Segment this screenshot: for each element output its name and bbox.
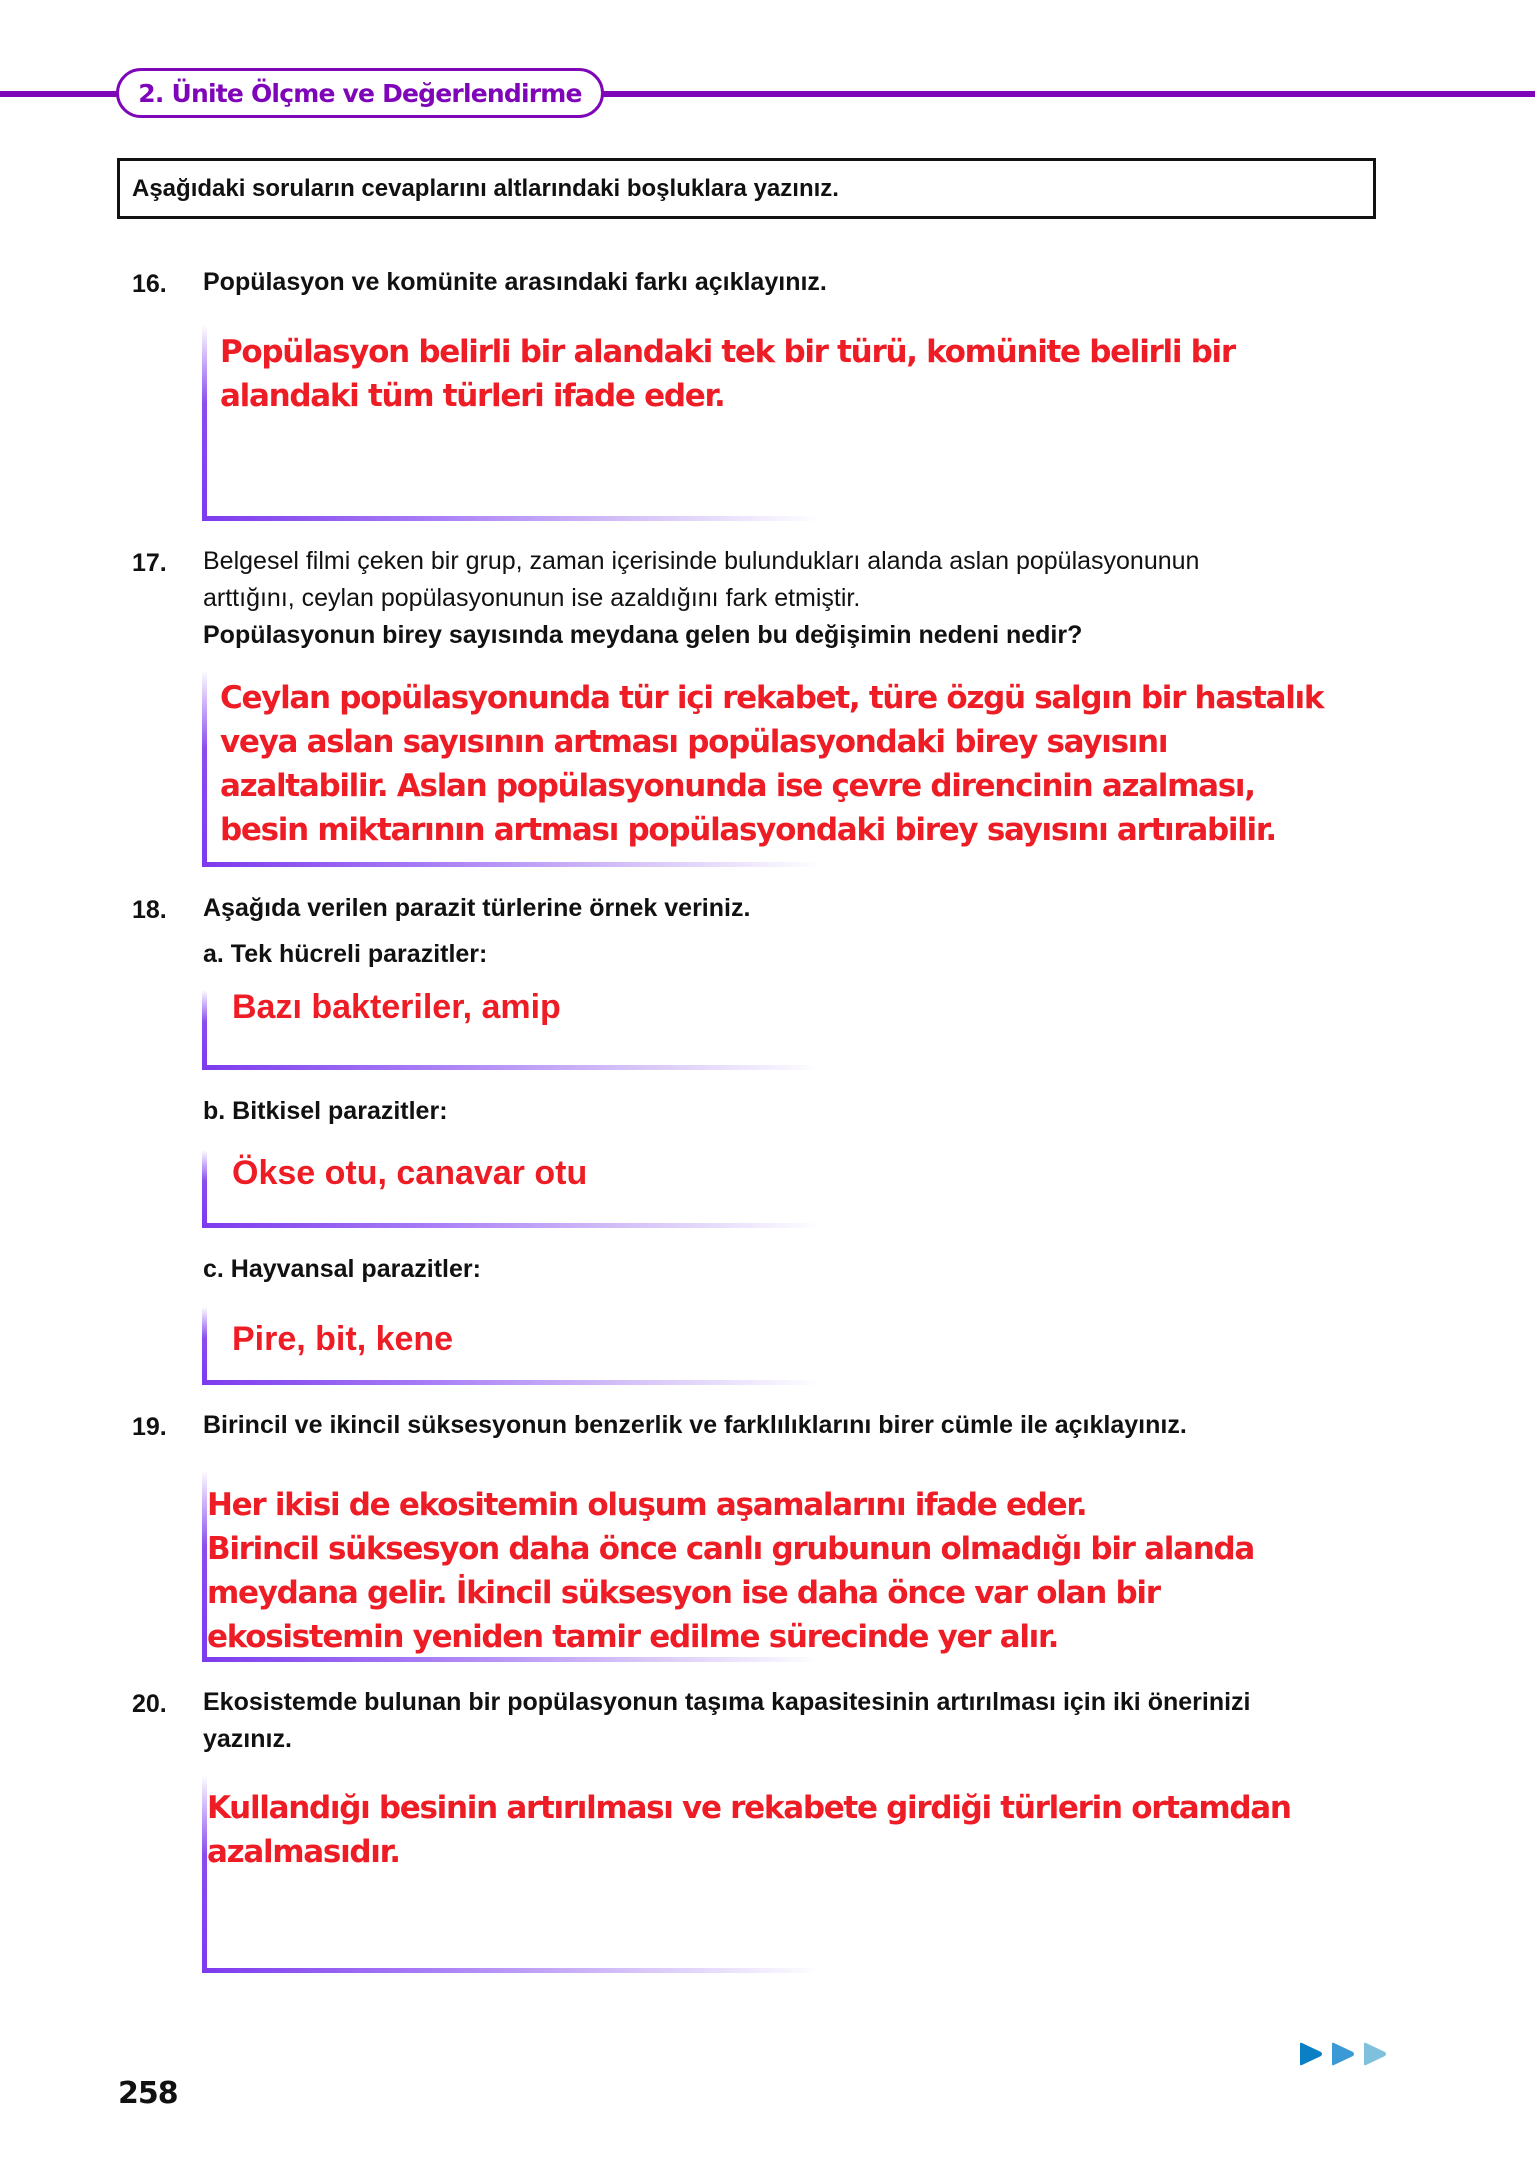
- question-number: 16.: [132, 270, 167, 298]
- header-rule-right: [600, 91, 1535, 97]
- unit-title: 2. Ünite Ölçme ve Değerlendirme: [138, 78, 582, 108]
- play-arrow-medium-icon: [1329, 2041, 1356, 2067]
- question-text: Aşağıda verilen parazit türlerine örnek veriniz.: [203, 894, 751, 922]
- question-text: Birincil ve ikincil süksesyonun benzerlik ve farklılıklarını birer cümle ile açıklayınız.: [203, 1411, 1187, 1439]
- question-number: 20.: [132, 1690, 167, 1718]
- answer-text: Kullandığı besinin artırılması ve rekabete girdiği türlerin ortamdan azalmasıdır.: [207, 1790, 1291, 1870]
- answer-part-a: Bazı bakteriler, amip: [232, 988, 561, 1026]
- next-page-arrows: [1297, 2041, 1388, 2067]
- page-number: 258: [118, 2076, 178, 2111]
- answer-text: Popülasyon belirli bir alandaki tek bir türü, komünite belirli bir alandaki tüm türleri ifade eder.: [220, 334, 1235, 414]
- answer-part-b: Ökse otu, canavar otu: [232, 1154, 588, 1192]
- part-b-label: b. Bitkisel parazitler:: [203, 1097, 448, 1125]
- question-number: 18.: [132, 896, 167, 924]
- question-text: Popülasyon ve komünite arasındaki farkı açıklayınız.: [203, 268, 827, 296]
- instructions-box: [117, 158, 1376, 219]
- part-a-label: a. Tek hücreli parazitler:: [203, 940, 488, 968]
- header-rule-left: [0, 91, 120, 97]
- question-text: Belgesel filmi çeken bir grup, zaman içerisinde bulundukları alanda aslan popülasyonunun arttığını, ceylan popülasyonunun ise azaldığını fark etmiştir. Popülasyonun birey sayısında meydana gelen bu değişimin nedeni nedir?: [203, 547, 1200, 649]
- answer-text: Ceylan popülasyonunda tür içi rekabet, türe özgü salgın bir hastalık veya aslan sayısının artması popülasyondaki birey sayısını azaltabilir. Aslan popülasyonunda ise çevre direncinin azalması, besin miktarının artması popülasyondaki birey sayısını artırabilir.: [220, 680, 1324, 848]
- question-number: 19.: [132, 1413, 167, 1441]
- play-arrow-dark-icon: [1297, 2041, 1324, 2067]
- unit-title-badge: [116, 68, 604, 118]
- question-text: Ekosistemde bulunan bir popülasyonun taşıma kapasitesinin artırılması için iki önerinizi yazınız.: [203, 1688, 1251, 1753]
- answer-text: Her ikisi de ekositemin oluşum aşamalarını ifade eder. Birincil süksesyon daha önce canlı grubunun olmadığı bir alanda meydana gelir. İkincil süksesyon ise daha önce var olan bir ekosistemin yeniden tamir edilme sürecinde yer alır.: [207, 1487, 1254, 1655]
- answer-part-c: Pire, bit, kene: [232, 1320, 454, 1358]
- play-arrow-light-icon: [1361, 2041, 1388, 2067]
- part-c-label: c. Hayvansal parazitler:: [203, 1255, 481, 1283]
- instructions-text: Aşağıdaki soruların cevaplarını altlarındaki boşluklara yazınız.: [132, 174, 839, 202]
- question-number: 17.: [132, 549, 167, 577]
